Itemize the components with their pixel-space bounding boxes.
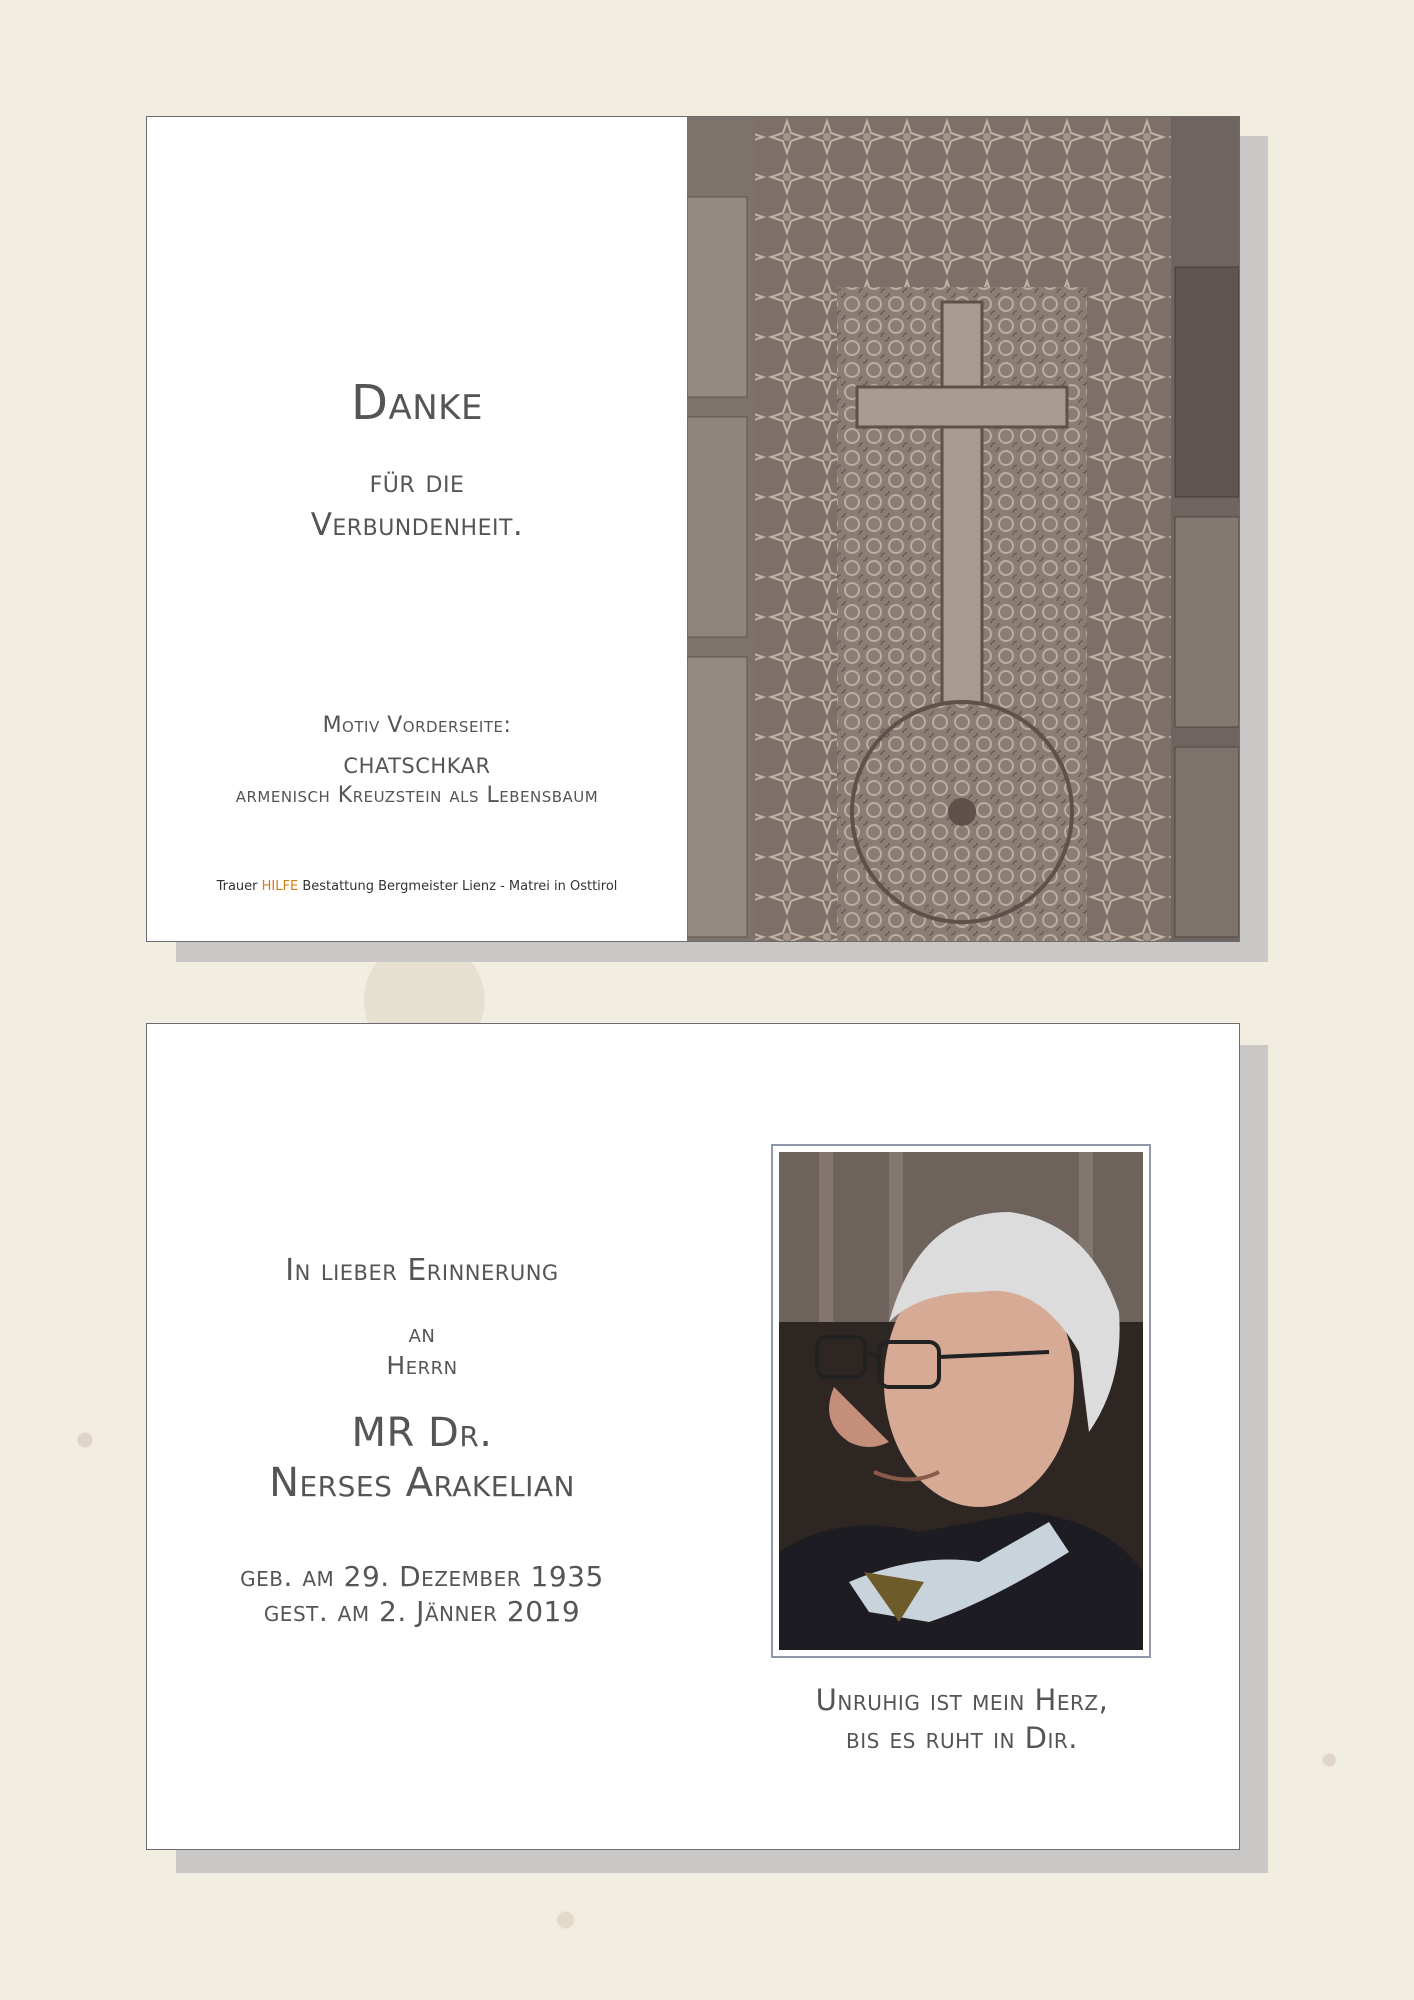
deceased-name	[147, 1408, 697, 1508]
deceased-fullname: Nerses Arakelian	[269, 1460, 575, 1506]
footer-highlight: HILFE	[261, 879, 299, 894]
danke-subtitle	[147, 461, 687, 547]
subtitle-line-2: Verbundenheit.	[310, 507, 524, 543]
motif-name: CHATSCHKAR	[343, 754, 491, 778]
motif-description	[147, 752, 687, 810]
quote-line-2: bis es ruht in Dir.	[845, 1721, 1078, 1755]
closing-quote	[747, 1681, 1177, 1757]
birth-date: geb. am 29. Dezember 1935	[240, 1560, 604, 1593]
portrait-photo-icon	[779, 1152, 1143, 1650]
footer-pre: Trauer	[216, 879, 258, 894]
quote-line-1: Unruhig ist mein Herz,	[815, 1683, 1109, 1717]
footer-post: Bestattung Bergmeister Lienz - Matrei in Osttirol	[302, 879, 618, 894]
card-front	[146, 116, 1240, 942]
danke-title: Danke	[351, 375, 483, 431]
subtitle-line-1: für die	[369, 464, 465, 500]
remembrance-heading: In lieber Erinnerung	[285, 1253, 559, 1288]
portrait-photo	[779, 1152, 1143, 1650]
deceased-title: MR Dr.	[351, 1410, 493, 1456]
motif-label: Motiv Vorderseite:	[322, 713, 512, 738]
salutation-an: an	[408, 1319, 436, 1348]
khachkar-cross-stone-icon	[687, 117, 1239, 941]
card-front-text-area	[147, 117, 687, 941]
khachkar-image	[687, 117, 1239, 941]
motif-desc: armenisch Kreuzstein als Lebensbaum	[235, 783, 599, 808]
card-back	[146, 1023, 1240, 1850]
funeral-home-footer	[147, 879, 687, 894]
life-dates	[147, 1559, 697, 1629]
portrait-frame	[771, 1144, 1151, 1658]
salutation	[147, 1318, 697, 1382]
death-date: gest. am 2. Jänner 2019	[263, 1595, 581, 1628]
salutation-herrn: Herrn	[386, 1351, 458, 1380]
